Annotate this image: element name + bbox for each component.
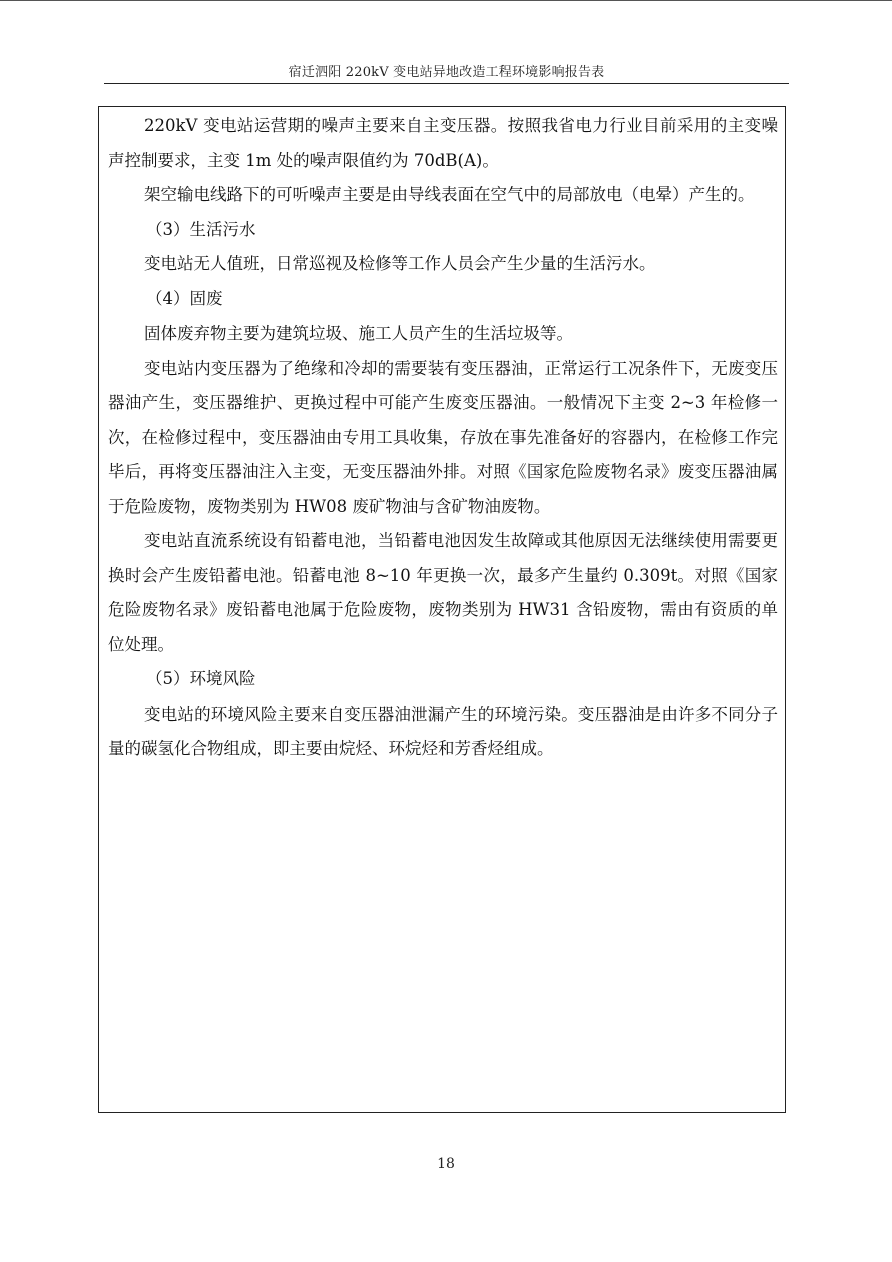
paragraph-domestic-sewage: 变电站无人值班，日常巡视及检修等工作人员会产生少量的生活污水。	[144, 254, 656, 273]
paragraph-lead-battery: 变电站直流系统设有铅蓄电池，当铅蓄电池因发生故障或其他原因无法继续使用需要更换时会产生废铅蓄电池。铅蓄电池 8~10 年更换一次，最多产生量约 0.309t。对照《国家危险废物名录》废铅蓄电池属于危险废物，废物类别为 HW31 含铅废物，需由有资质的单位处理。	[108, 531, 778, 654]
content-frame	[98, 106, 786, 1113]
page-header-title: 宿迁泗阳 220kV 变电站异地改造工程环境影响报告表	[288, 65, 605, 80]
paragraph-environmental-risk: 变电站的环境风险主要来自变压器油泄漏产生的环境污染。变压器油是由许多不同分子量的碳氢化合物组成，即主要由烷烃、环烷烃和芳香烃组成。	[108, 704, 778, 758]
paragraph-solid-waste: 固体废弃物主要为建筑垃圾、施工人员产生的生活垃圾等。	[144, 324, 573, 343]
paragraph-transformer-oil: 变电站内变压器为了绝缘和冷却的需要装有变压器油，正常运行工况条件下，无废变压器油产生，变压器维护、更换过程中可能产生废变压器油。一般情况下主变 2~3 年检修一次，在检修过程中，变压器油由专用工具收集，存放在事先准备好的容器内，在检修工作完毕后，再将变压器油注入主变，无变压器油外排。对照《国家危险废物名录》废变压器油属于危险废物，废物类别为 HW08 废矿物油与含矿物油废物。	[108, 358, 778, 516]
paragraph-noise-line: 架空输电线路下的可听噪声主要是由导线表面在空气中的局部放电（电晕）产生的。	[144, 185, 755, 204]
heading-solid-waste: （4）固废	[146, 288, 223, 308]
body-text	[108, 109, 778, 767]
page-number: 18	[437, 1156, 455, 1172]
page-top-border	[0, 0, 892, 1]
header-rule	[104, 83, 789, 84]
paragraph-noise-substation: 220kV 变电站运营期的噪声主要来自主变压器。按照我省电力行业目前采用的主变噪声控制要求，主变 1m 处的噪声限值约为 70dB(A)。	[108, 116, 778, 170]
heading-environmental-risk: （5）环境风险	[146, 669, 256, 688]
heading-domestic-sewage: （3）生活污水	[146, 219, 256, 239]
